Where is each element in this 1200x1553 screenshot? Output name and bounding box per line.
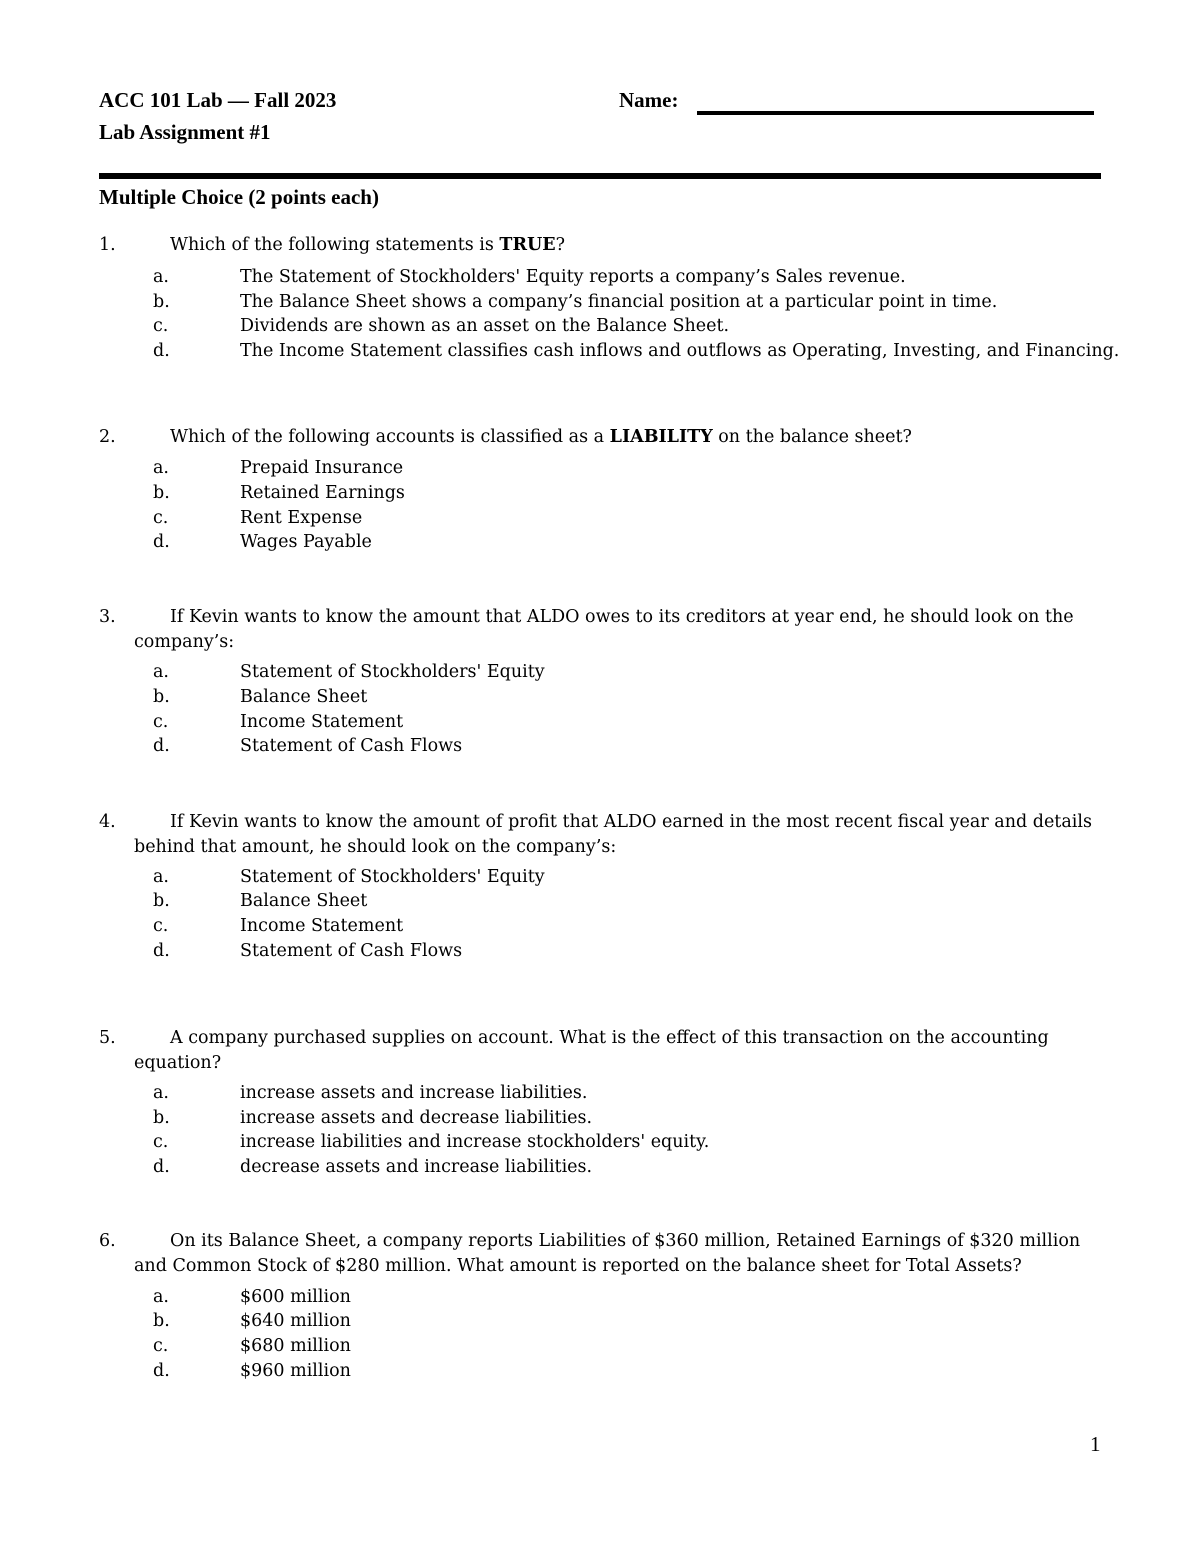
option-6c [0, 1334, 1200, 1359]
option-letter: d. [153, 941, 170, 961]
option-text: Balance Sheet [240, 891, 368, 911]
option-letter: a. [153, 1287, 169, 1307]
option-text: The Income Statement classifies cash inflows and outflows as Operating, Investing, and Financing. [240, 341, 1120, 361]
option-letter: c. [153, 508, 169, 528]
name-underline [697, 111, 1094, 115]
question-number: 5. [99, 1028, 116, 1048]
name-label: Name: [619, 88, 679, 112]
option-4a [0, 865, 1200, 890]
option-letter: b. [153, 1311, 170, 1331]
option-letter: a. [153, 267, 169, 287]
option-text: Income Statement [240, 916, 404, 936]
question-number: 3. [99, 607, 116, 627]
option-2a [0, 456, 1200, 481]
option-2b [0, 481, 1200, 506]
option-letter: a. [153, 662, 169, 682]
page-number: 1 [1090, 1432, 1101, 1456]
option-text: Statement of Stockholders' Equity [240, 867, 545, 887]
option-letter: c. [153, 316, 169, 336]
question-number: 2. [99, 427, 116, 447]
option-letter: a. [153, 1083, 169, 1103]
option-letter: d. [153, 341, 170, 361]
option-text: $640 million [240, 1311, 351, 1331]
question-number: 4. [99, 812, 116, 832]
option-4d [0, 939, 1200, 964]
question-text: Which of the following accounts is classified as a LIABILITY on the balance sheet? [170, 427, 912, 447]
option-text: decrease assets and increase liabilities. [240, 1157, 593, 1177]
question-text: If Kevin wants to know the amount of profit that ALDO earned in the most recent fiscal year and details behind that amount, he should look on the company’s: [134, 812, 1092, 857]
option-text: Statement of Stockholders' Equity [240, 662, 545, 682]
question-text: A company purchased supplies on account. What is the effect of this transaction on the accounting equation? [134, 1028, 1049, 1073]
option-3c [0, 710, 1200, 735]
option-1c [0, 314, 1200, 339]
option-1d [0, 339, 1200, 364]
option-1b [0, 290, 1200, 315]
option-6b [0, 1309, 1200, 1334]
header-divider [99, 173, 1101, 179]
option-text: Retained Earnings [240, 483, 405, 503]
option-5d [0, 1155, 1200, 1180]
option-letter: b. [153, 483, 170, 503]
option-letter: b. [153, 1108, 170, 1128]
option-letter: a. [153, 458, 169, 478]
option-letter: b. [153, 292, 170, 312]
option-text: Statement of Cash Flows [240, 941, 463, 961]
section-title: Multiple Choice (2 points each) [99, 185, 379, 209]
option-letter: b. [153, 891, 170, 911]
option-letter: d. [153, 1157, 170, 1177]
option-letter: a. [153, 867, 169, 887]
option-text: Rent Expense [240, 508, 363, 528]
option-3d [0, 734, 1200, 759]
option-text: $680 million [240, 1336, 351, 1356]
option-letter: d. [153, 736, 170, 756]
option-letter: b. [153, 687, 170, 707]
option-text: Balance Sheet [240, 687, 368, 707]
option-5a [0, 1081, 1200, 1106]
question-text: Which of the following statements is TRUE? [170, 235, 565, 255]
lab-title: Lab Assignment #1 [99, 120, 271, 144]
question-text: On its Balance Sheet, a company reports Liabilities of $360 million, Retained Earnings of $320 million and Common Stock of $280 million. What amount is reported on the balance sheet for Total Assets? [134, 1231, 1081, 1276]
option-6d [0, 1359, 1200, 1384]
option-text: The Balance Sheet shows a company’s financial position at a particular point in time. [240, 292, 998, 312]
question-number: 1. [99, 235, 116, 255]
option-4c [0, 914, 1200, 939]
option-4b [0, 889, 1200, 914]
option-text: Prepaid Insurance [240, 458, 404, 478]
course-title: ACC 101 Lab — Fall 2023 [99, 88, 337, 112]
option-3b [0, 685, 1200, 710]
option-3a [0, 660, 1200, 685]
option-letter: d. [153, 1361, 170, 1381]
option-text: increase liabilities and increase stockholders' equity. [240, 1132, 710, 1152]
option-letter: c. [153, 916, 169, 936]
option-letter: c. [153, 1132, 169, 1152]
option-text: Dividends are shown as an asset on the Balance Sheet. [240, 316, 730, 336]
option-text: increase assets and increase liabilities. [240, 1083, 588, 1103]
option-1a [0, 265, 1200, 290]
option-text: The Statement of Stockholders' Equity reports a company’s Sales revenue. [240, 267, 906, 287]
option-text: $960 million [240, 1361, 351, 1381]
option-text: Wages Payable [240, 532, 372, 552]
option-letter: c. [153, 1336, 169, 1356]
question-text: If Kevin wants to know the amount that ALDO owes to its creditors at year end, he should look on the company’s: [134, 607, 1074, 652]
option-6a [0, 1285, 1200, 1310]
option-text: $600 million [240, 1287, 351, 1307]
option-5c [0, 1130, 1200, 1155]
option-text: increase assets and decrease liabilities. [240, 1108, 593, 1128]
option-text: Income Statement [240, 712, 404, 732]
option-5b [0, 1106, 1200, 1131]
option-2d [0, 530, 1200, 555]
option-2c [0, 506, 1200, 531]
option-text: Statement of Cash Flows [240, 736, 463, 756]
option-letter: c. [153, 712, 169, 732]
option-letter: d. [153, 532, 170, 552]
question-number: 6. [99, 1231, 116, 1251]
